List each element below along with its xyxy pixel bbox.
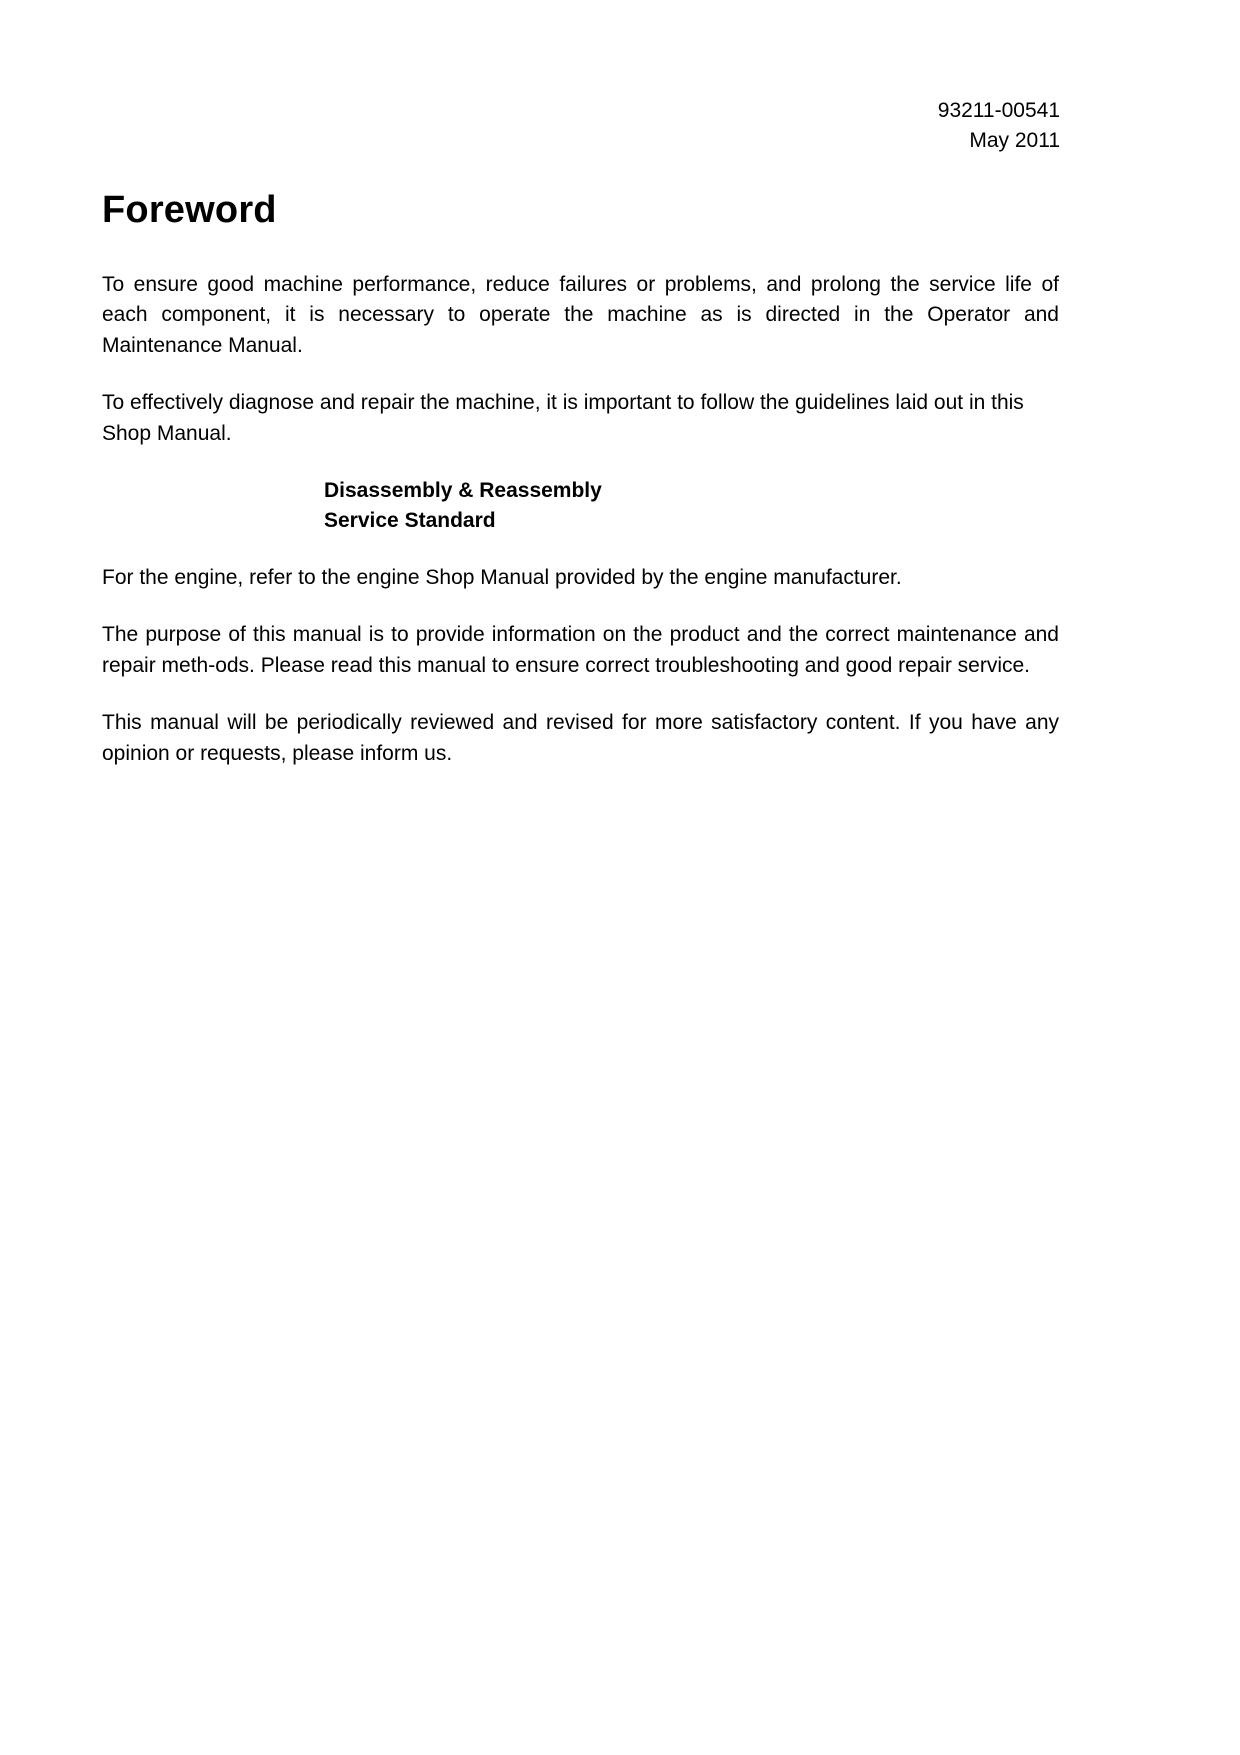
list-item: Disassembly & Reassembly: [324, 478, 602, 502]
document-header: [938, 96, 1060, 156]
list-item: Service Standard: [324, 509, 496, 533]
paragraph-guidelines: To effectively diagnose and repair the machine, it is important to follow the guidelines laid out in this Shop Manual.: [102, 391, 1024, 445]
paragraph-purpose: The purpose of this manual is to provide information on the product and the correct maintenance and repair meth-ods. Please read this manual to ensure correct troubleshooting and good repair service.: [102, 623, 1059, 677]
document-body: [102, 190, 1059, 796]
document-date: May 2011: [969, 128, 1060, 152]
paragraph-intro: To ensure good machine performance, reduce failures or problems, and prolong the service life of each component, it is necessary to operate the machine as is directed in the Operator and Maintenance Manual.: [102, 272, 1059, 357]
document-number: 93211-00541: [937, 99, 1060, 122]
manual-section-list: [102, 476, 1059, 537]
paragraph-engine: For the engine, refer to the engine Shop Manual provided by the engine manufacturer.: [102, 565, 902, 589]
page-title: Foreword: [102, 189, 277, 231]
paragraph-revision: This manual will be periodically reviewed and revised for more satisfactory content. If you have any opinion or requests, please inform us.: [102, 711, 1059, 765]
